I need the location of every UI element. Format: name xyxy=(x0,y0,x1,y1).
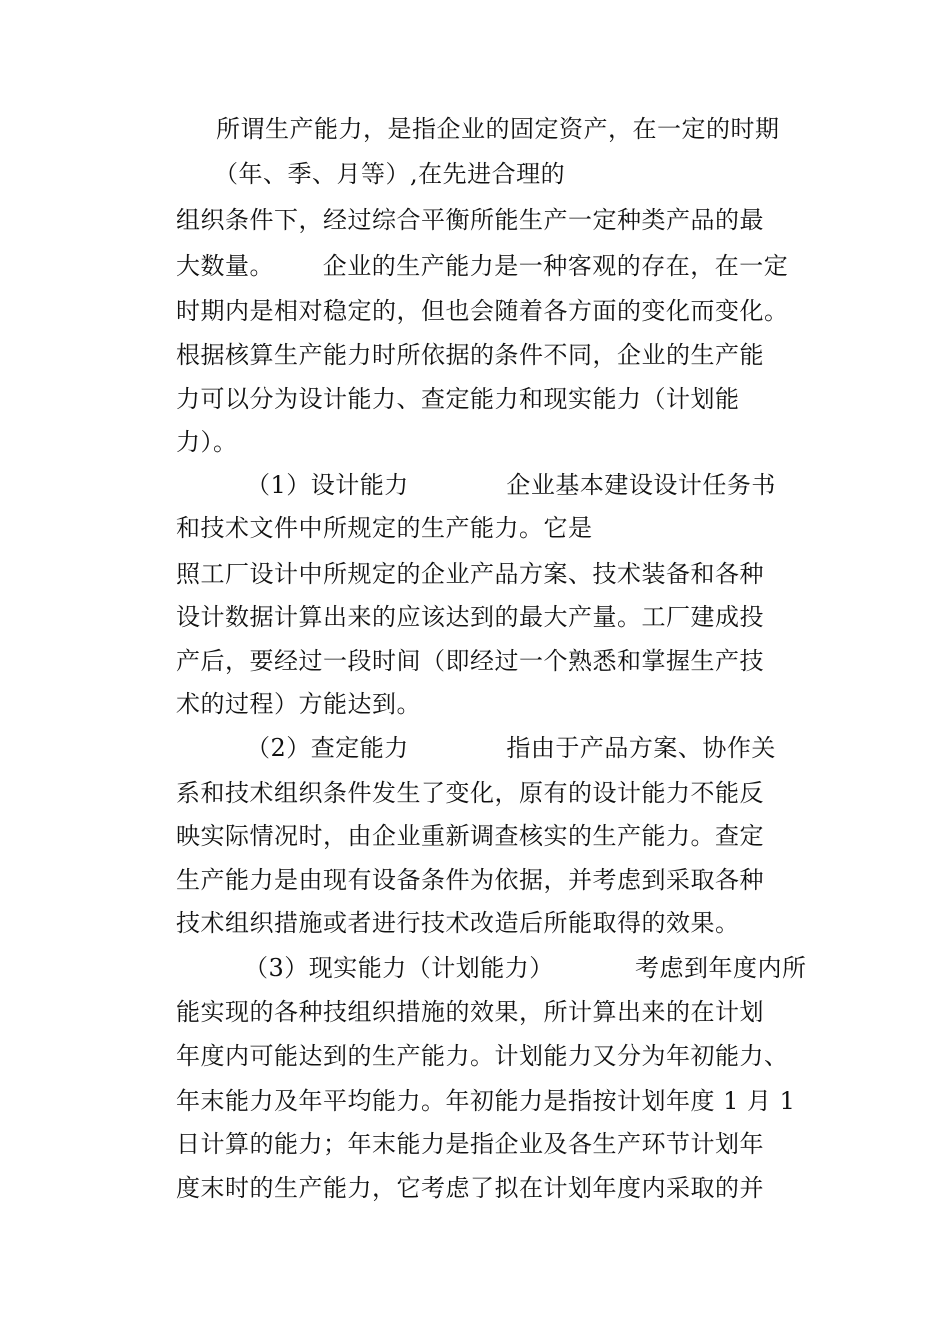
text-line: 力）。 xyxy=(176,428,238,456)
text-line: 大数量。 企业的生产能力是一种客观的存在，在一定 xyxy=(176,252,789,280)
text-line: 所谓生产能力，是指企业的固定资产，在一定的时期 xyxy=(216,115,780,143)
text-line: 时期内是相对稳定的，但也会随着各方面的变化而变化。 xyxy=(176,297,789,325)
text-line: 组织条件下，经过综合平衡所能生产一定种类产品的最 xyxy=(176,206,764,234)
text-line: 日计算的能力；年末能力是指企业及各生产环节计划年 xyxy=(176,1130,764,1158)
text-line: 映实际情况时，由企业重新调查核实的生产能力。查定 xyxy=(176,822,764,850)
text-line: 年度内可能达到的生产能力。计划能力又分为年初能力、 xyxy=(176,1042,789,1070)
text-line: 力可以分为设计能力、查定能力和现实能力（计划能 xyxy=(176,385,740,413)
text-line: 产后，要经过一段时间（即经过一个熟悉和掌握生产技 xyxy=(176,647,764,675)
text-line: 生产能力是由现有设备条件为依据，并考虑到采取各种 xyxy=(176,866,764,894)
text-line: （1）设计能力 企业基本建设设计任务书 xyxy=(246,471,776,499)
text-line: （年、季、月等）,在先进合理的 xyxy=(214,160,566,188)
text-line: 技术组织措施或者进行技术改造后所能取得的效果。 xyxy=(176,909,740,937)
text-line: 度末时的生产能力，它考虑了拟在计划年度内采取的并 xyxy=(176,1174,764,1202)
text-line: 年末能力及年平均能力。年初能力是指按计划年度 1 月 1 xyxy=(176,1087,796,1115)
text-line: 能实现的各种技组织措施的效果，所计算出来的在计划 xyxy=(176,998,764,1026)
text-line: 设计数据计算出来的应该达到的最大产量。工厂建成投 xyxy=(176,603,764,631)
text-line: 术的过程）方能达到。 xyxy=(176,690,421,718)
text-line: （2）查定能力 指由于产品方案、协作关 xyxy=(246,734,776,762)
text-line: 根据核算生产能力时所依据的条件不同，企业的生产能 xyxy=(176,341,764,369)
text-line: 系和技术组织条件发生了变化，原有的设计能力不能反 xyxy=(176,779,764,807)
text-line: （3）现实能力（计划能力） 考虑到年度内所 xyxy=(244,954,807,982)
text-line: 和技术文件中所规定的生产能力。它是 xyxy=(176,514,593,542)
text-line: 照工厂设计中所规定的企业产品方案、技术装备和各种 xyxy=(176,560,764,588)
